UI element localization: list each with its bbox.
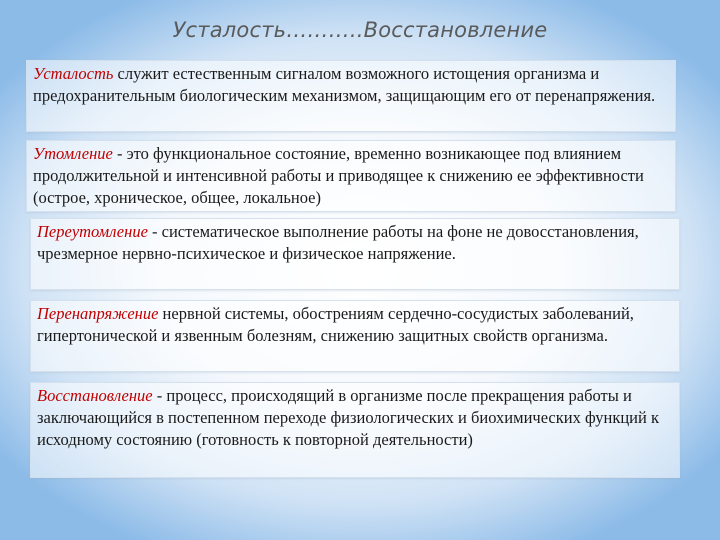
definition-box-recovery	[30, 382, 680, 478]
term-fatigue: Усталость	[33, 64, 114, 83]
definition-text-overstrain: нервной системы, обострениям сердечно-сосудистых заболеваний, гипертонической и язвенным болезням, снижению защитных свойств организма.	[37, 304, 634, 345]
slide-title: Усталость………..Восстановление	[172, 18, 548, 42]
term-overfatigue: Переутомление	[37, 222, 148, 241]
definition-box-overstrain	[30, 300, 680, 372]
definition-box-overfatigue	[30, 218, 680, 290]
term-recovery: Восстановление	[37, 386, 153, 405]
definition-box-tiredness	[26, 140, 676, 212]
definition-box-fatigue	[26, 60, 676, 132]
definition-text-tiredness: - это функциональное состояние, временно возникающее под влиянием продолжительной и интенсивной работы и приводящее к снижению ее эффективности (острое, хроническое, общее, локальное)	[33, 144, 644, 207]
definition-text-fatigue: служит естественным сигналом возможного истощения организма и предохранительным биологическим механизмом, защищающим его от перенапряжения.	[33, 64, 656, 105]
definition-text-overfatigue: - систематическое выполнение работы на фоне не довосстановления, чрезмерное нервно-психическое и физическое напряжение.	[37, 222, 639, 263]
term-overstrain: Перенапряжение	[37, 304, 159, 323]
term-tiredness: Утомление	[33, 144, 113, 163]
definition-text-recovery: - процесс, происходящий в организме после прекращения работы и заключающийся в постепенном переходе физиологических и биохимических функций к исходному состоянию (готовность к повторной деятельности)	[37, 386, 659, 449]
